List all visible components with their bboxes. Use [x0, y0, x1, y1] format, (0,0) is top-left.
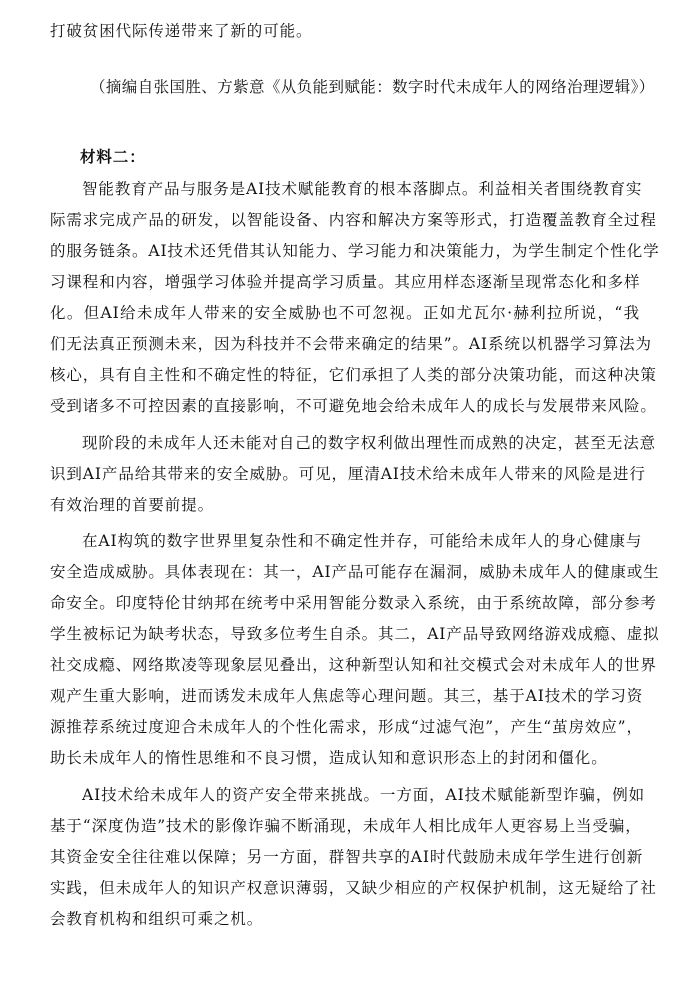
paragraph-3-line-8: 助长未成年人的惰性思维和不良习惯，造成认知和意识形态上的封闭和僵化。 [50, 749, 608, 767]
citation: （摘编自张国胜、方紫意《从负能到赋能：数字时代未成年人的网络治理逻辑》） [90, 78, 655, 96]
paragraph-3-line-6: 观产生重大影响，进而诱发未成年人焦虑等心理问题。其三，基于AI技术的学习资 [50, 687, 644, 705]
paragraph-2-line-3: 有效治理的首要前提。 [50, 496, 215, 514]
paragraph-1-line-6: 们无法真正预测未来，因为科技并不会带来确定的结果”。AI系统以机器学习算法为 [50, 335, 652, 353]
intro-line: 打破贫困代际传递带来了新的可能。 [50, 22, 313, 40]
paragraph-1-line-4: 习课程和内容，增强学习体验并提高学习质量。其应用样态逐渐呈现常态化和多样 [50, 273, 641, 291]
paragraph-2-line-2: 识到AI产品给其带来的安全威胁。可见，厘清AI技术给未成年人带来的风险是进行 [50, 465, 646, 483]
paragraph-4-line-1: AI技术给未成年人的资产安全带来挑战。一方面，AI技术赋能新型诈骗，例如 [82, 786, 646, 804]
paragraph-4-line-3: 其资金安全往往难以保障；另一方面，群智共享的AI时代鼓励未成年学生进行创新 [50, 848, 644, 866]
paragraph-4-line-2: 基于“深度伪造”技术的影像诈骗不断涌现，未成年人相比成年人更容易上当受骗， [50, 817, 642, 835]
paragraph-4-line-4: 实践，但未成年人的知识产权意识薄弱，又缺少相应的产权保护机制，这无疑给了社 [50, 879, 657, 897]
section-title: 材料二： [80, 147, 146, 166]
paragraph-4-line-5: 会教育机构和组织可乘之机。 [50, 910, 264, 928]
paragraph-1-line-3: 的服务链条。AI技术还凭借其认知能力、学习能力和决策能力，为学生制定个性化学 [50, 242, 660, 260]
paragraph-3-line-7: 源推荐系统过度迎合未成年人的个性化需求，形成“过滤气泡”，产生“茧房效应”， [50, 718, 643, 736]
paragraph-3-line-2: 安全造成威胁。具体表现在：其一，AI产品可能存在漏洞，威胁未成年人的健康或生 [50, 563, 660, 581]
paragraph-1-line-8: 受到诸多不可控因素的直接影响，不可避免地会给未成年人的成长与发展带来风险。 [50, 397, 657, 415]
paragraph-1-line-1: 智能教育产品与服务是AI技术赋能教育的根本落脚点。利益相关者围绕教育实 [82, 180, 643, 198]
paragraph-1-line-2: 际需求完成产品的研发，以智能设备、内容和解决方案等形式，打造覆盖教育全过程 [50, 211, 657, 229]
paragraph-2-line-1: 现阶段的未成年人还未能对自己的数字权利做出理性而成熟的决定，甚至无法意 [82, 434, 657, 452]
paragraph-3-line-4: 学生被标记为缺考状态，导致多位考生自杀。其二，AI产品导致网络游戏成瘾、虚拟 [50, 625, 660, 643]
paragraph-1-line-5: 化。但AI给未成年人带来的安全威胁也不可忽视。正如尤瓦尔·赫利拉所说，“我 [50, 304, 640, 322]
paragraph-3-line-3: 命安全。印度特伦甘纳邦在统考中采用智能分数录入系统，由于系统故障，部分参考 [50, 594, 657, 612]
paragraph-3-line-5: 社交成瘾、网络欺凌等现象层见叠出，这种新型认知和社交模式会对未成年人的世界 [50, 656, 657, 674]
paragraph-3-line-1: 在AI构筑的数字世界里复杂性和不确定性并存，可能给未成年人的身心健康与 [82, 532, 643, 550]
paragraph-1-line-7: 核心，具有自主性和不确定性的特征，它们承担了人类的部分决策功能，而这种决策 [50, 366, 657, 384]
